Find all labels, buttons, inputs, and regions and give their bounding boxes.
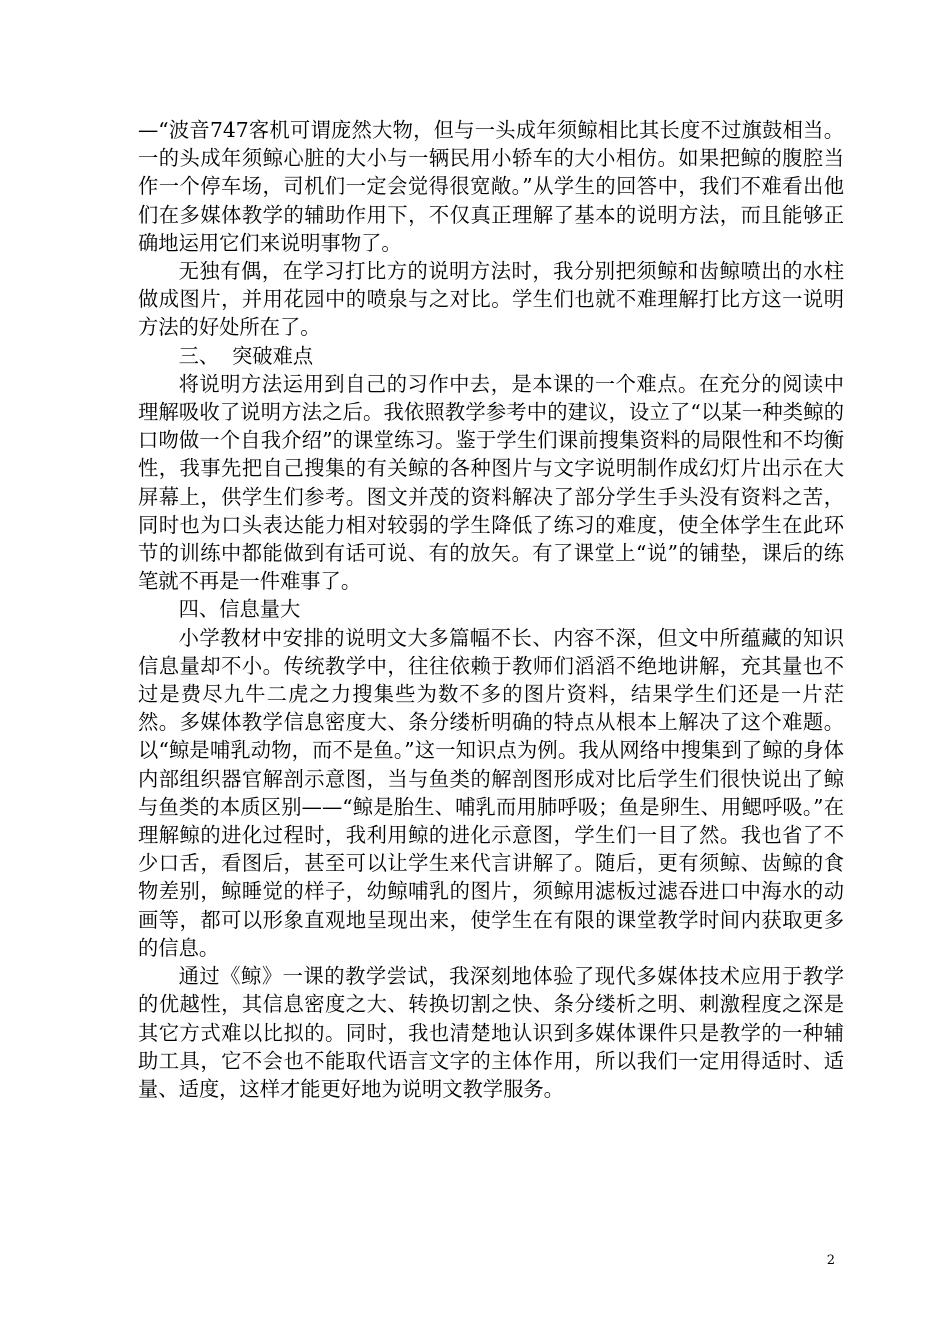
document-body	[138, 116, 844, 1103]
paragraph-analogy: 无独有偶，在学习打比方的说明方法时，我分别把须鲸和齿鲸喷出的水柱做成图片，并用花园中的喷泉与之对比。学生们也就不难理解打比方这一说明方法的好处所在了。	[138, 259, 844, 340]
paragraph-continuation: —“波音747客机可谓庞然大物，但与一头成年须鲸相比其长度不过旗鼓相当。一的头成年须鲸心脏的大小与一辆民用小轿车的大小相仿。如果把鲸的腹腔当作一个停车场，司机们一定会觉得很宽敞。”从学生的回答中，我们不难看出他们在多媒体教学的辅助作用下，不仅真正理解了基本的说明方法，而且能够正确地运用它们来说明事物了。	[138, 118, 844, 255]
paragraph-difficulty: 将说明方法运用到自己的习作中去，是本课的一个难点。在充分的阅读中理解吸收了说明方法之后。我依照教学参考中的建议，设立了“以某一种类鲸的口吻做一个自我介绍”的课堂练习。鉴于学生们课前搜集资料的局限性和不均衡性，我事先把自己搜集的有关鲸的各种图片与文字说明制作成幻灯片出示在大屏幕上，供学生们参考。图文并茂的资料解决了部分学生手头没有资料之苦，同时也为口头表达能力相对较弱的学生降低了练习的难度，使全体学生在此环节的训练中都能做到有话可说、有的放矢。有了课堂上“说”的铺垫，课后的练笔就不再是一件难事了。	[138, 371, 844, 594]
paragraph-information: 小学教材中安排的说明文大多篇幅不长、内容不深，但文中所蕴藏的知识信息量却不小。传统教学中，往往依赖于教师们滔滔不绝地讲解，充其量也不过是费尽九牛二虎之力搜集些为数不多的图片资料，结果学生们还是一片茫然。多媒体教学信息密度大、条分缕析明确的特点从根本上解决了这个难题。以“鲸是哺乳动物，而不是鱼。”这一知识点为例。我从网络中搜集到了鲸的身体内部组织器官解剖示意图，当与鱼类的解剖图形成对比后学生们很快说出了鲸与鱼类的本质区别——“鲸是胎生、哺乳而用肺呼吸；鱼是卵生、用鳃呼吸。”在理解鲸的进化过程时，我利用鲸的进化示意图，学生们一目了然。我也省了不少口舌，看图后，甚至可以让学生来代言讲解了。随后，更有须鲸、齿鲸的食物差别，鲸睡觉的样子，幼鲸哺乳的图片，须鲸用滤板过滤吞进口中海水的动画等，都可以形象直观地呈现出来，使学生在有限的课堂教学时间内获取更多的信息。	[138, 625, 844, 960]
paragraph-conclusion: 通过《鲸》一课的教学尝试，我深刻地体验了现代多媒体技术应用于教学的优越性，其信息密度之大、转换切割之快、条分缕析之明、刺激程度之深是其它方式难以比拟的。同时，我也清楚地认识到多媒体课件只是教学的一种辅助工具，它不会也不能取代语言文字的主体作用，所以我们一定用得适时、适量、适度，这样才能更好地为说明文教学服务。	[138, 964, 844, 1101]
section-heading-3: 三、 突破难点	[178, 343, 314, 368]
page-number: 2	[826, 1253, 835, 1268]
section-heading-4: 四、信息量大	[178, 597, 301, 622]
